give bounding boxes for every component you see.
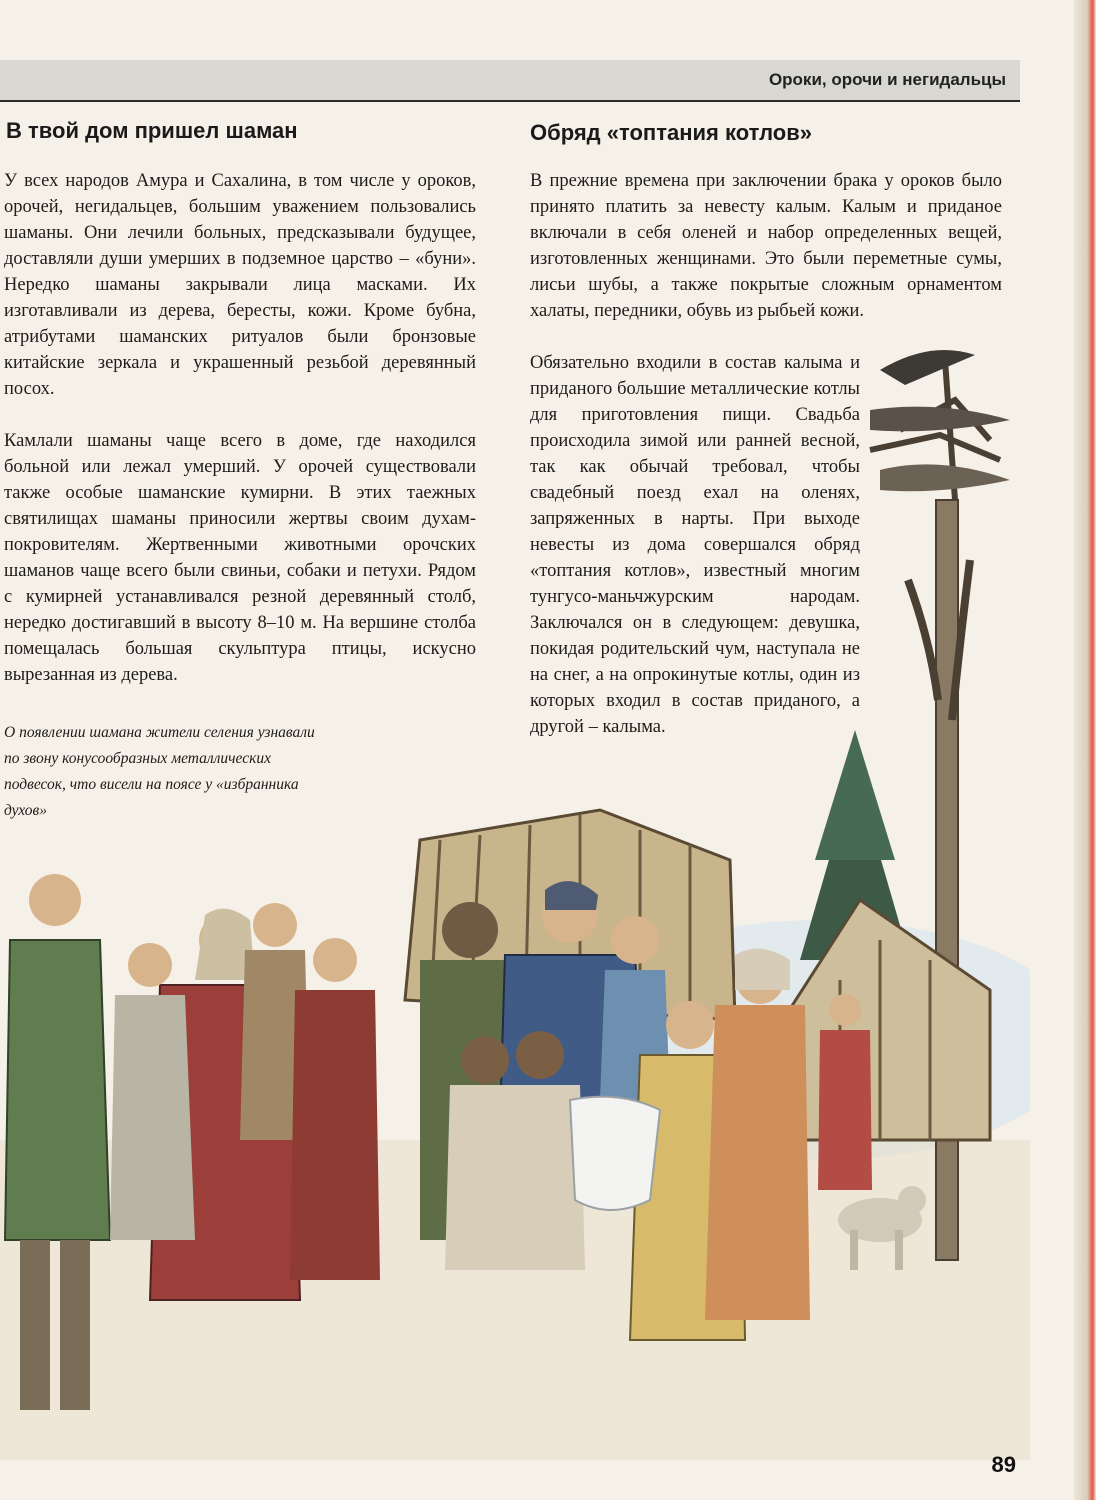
right-paragraph-2: Обязательно входили в состав калыма и приданого большие металлические котлы для приготовления пищи. Свадьба происходила зимой или ранней весной, так как обычай требовал, чтобы свадебный поезд ехал на оленях, запряженных в нарты. При выходе невесты из дома совершался обряд «топтания котлов», известный многим тунгусо-маньчжурским народам. Заключался он в следующем: девушка, покидая родительский чум, наступала не на снег, а на опрокинутые котлы, один из которых входил в состав приданого, а другой – калыма.	[530, 353, 860, 737]
left-paragraph-1: У всех народов Амура и Сахалина, в том числе у ороков, орочей, негидальцев, большим уважением пользовались шаманы. Они лечили больных, предсказывали будущее, доставляли души умерших в подземное царство – «буни». Нередко шаманы закрывали лица масками. Их изготавливали из дерева, бересты, кожи. Кроме бубна, атрибутами шаманских ритуалов были бронзовые китайские зеркала и украшенный резьбой деревянный посох.	[4, 171, 476, 399]
left-heading: В твой дом пришел шаман	[6, 118, 298, 143]
illustration-caption: О появлении шамана жители селения узнавали по звону конусообразных металлических подвесок, что висели на поясе у «избранника духов»	[4, 724, 315, 819]
section-title: Ороки, орочи и негидальцы	[768, 70, 1006, 89]
page-number: 89	[991, 1452, 1016, 1477]
left-paragraph-2: Камлали шаманы чаще всего в доме, где находился больной или лежал умерший. У орочей существовали также особые шаманские кумирни. В этих таежных святилищах шаманы приносили жертвы своим духам-покровителям. Жертвенными животными орочских шаманов чаще всего были свиньи, собаки и петухи. Рядом с кумирней устанавливался резной деревянный столб, нередко достигавший в высоту 8–10 м. На вершине столба помещалась большая скульптура птицы, искусно вырезанная из дерева.	[4, 431, 476, 685]
section-header	[0, 60, 1020, 102]
right-heading: Обряд «топтания котлов»	[530, 120, 812, 145]
page-edge	[1074, 0, 1096, 1500]
right-paragraph-1: В прежние времена при заключении брака у ороков было принято платить за невесту калым. Калым и приданое включали в себя оленей и набор определенных вещей, изготовленных женщинами. Это были переметные сумы, лисьи шубы, а также покрытые сложным орнаментом халаты, передники, обувь из рыбьей кожи.	[530, 171, 1002, 321]
